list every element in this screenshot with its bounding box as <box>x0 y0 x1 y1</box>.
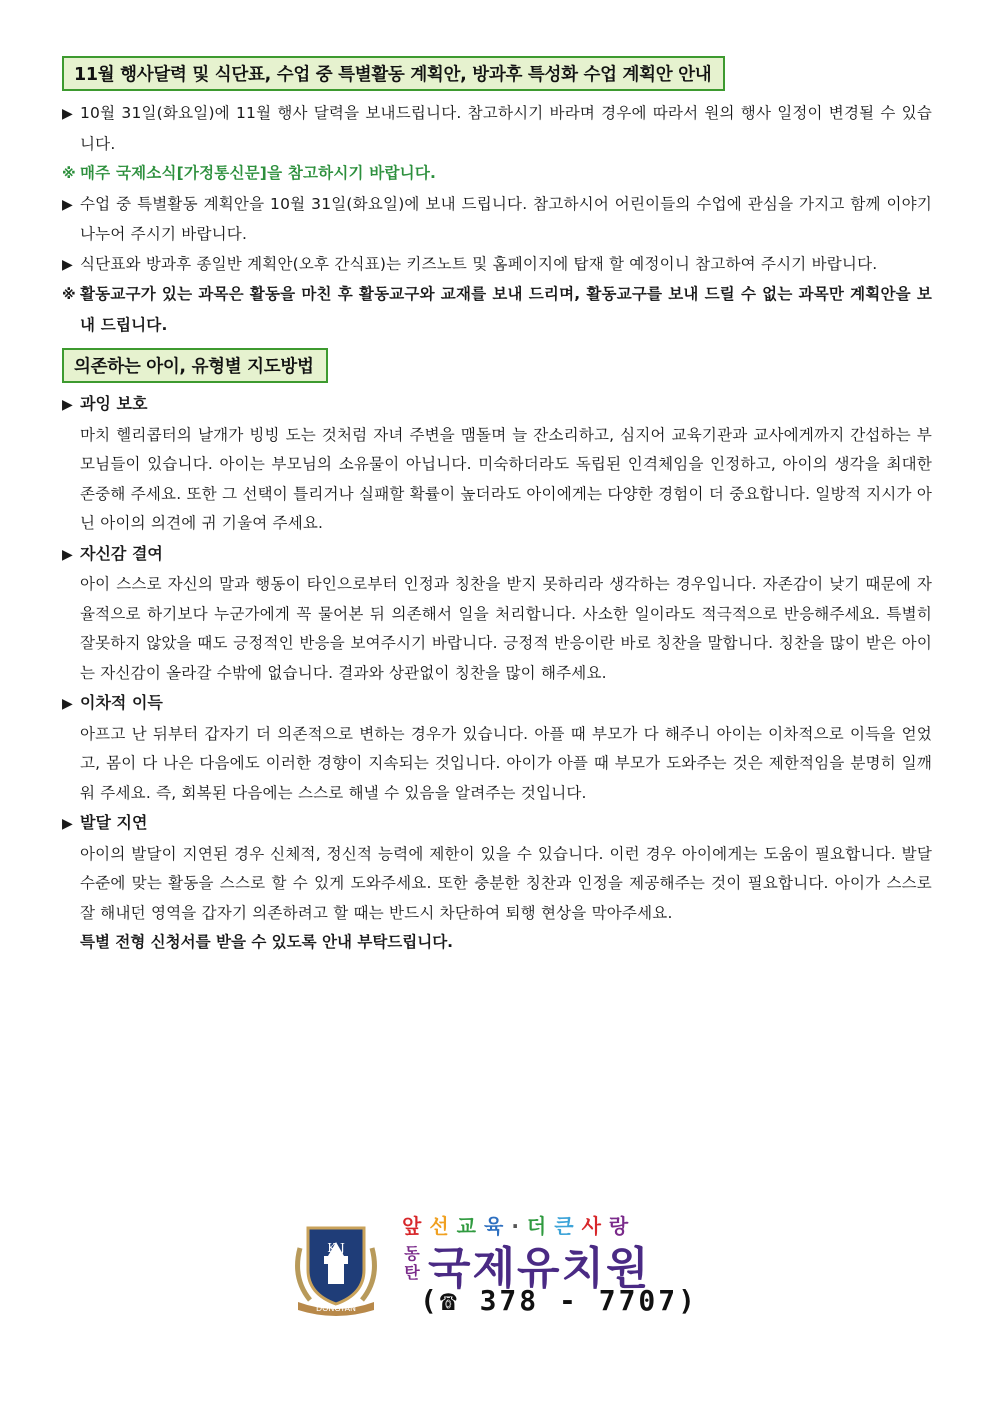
slogan-char: 더 <box>526 1214 555 1238</box>
notice-text: 활동교구가 있는 과목은 활동을 마친 후 활동교구와 교재를 보내 드리며, 활동교구를 보내 드릴 수 없는 과목만 계획안을 보내 드립니다. <box>80 285 932 334</box>
topic-body: 아프고 난 뒤부터 갑자기 더 의존적으로 변하는 경우가 있습니다. 아플 때 부모가 다 해주니 아이는 이차적으로 이득을 얻었고, 몸이 다 나은 다음에도 이러한 경향이 지속되는 것입니다. 아이가 아플 때 부모가 도와주는 것은 제한적임을 분명히 일깨워 주세요. 즉, 회복된 다음에는 스스로 해낼 수 있음을 알려주는 것입니다. <box>80 724 932 802</box>
school-name: 국제유치원 <box>428 1243 651 1294</box>
arrow-bullet-icon: ▶ <box>62 196 73 213</box>
arrow-bullet-icon: ▶ <box>62 256 73 273</box>
arrow-bullet-icon: ▶ <box>62 696 73 712</box>
topic-heading-text: 이차적 이득 <box>80 693 163 712</box>
topic-heading <box>62 539 932 571</box>
slogan-char: 큰 <box>554 1214 582 1238</box>
reference-mark-icon: ※ <box>62 166 76 182</box>
slogan-char: 선 <box>429 1214 457 1238</box>
slogan-char: 랑 <box>608 1214 637 1238</box>
notice-text: 식단표와 방과후 종일반 계획안(오후 간식표)는 키즈노트 및 홈페이지에 탑재 할 예정이니 참고하여 주시기 바랍니다. <box>80 254 878 273</box>
notice-list <box>62 99 932 340</box>
topic-heading <box>62 389 932 421</box>
topic-secondary-gain <box>62 688 932 808</box>
kindergarten-logo <box>290 1210 710 1320</box>
topic-list <box>62 389 932 958</box>
reference-mark-icon: ※ <box>62 287 76 303</box>
notice-item <box>62 99 932 159</box>
topic-body: 아이 스스로 자신의 말과 행동이 타인으로부터 인정과 칭찬을 받지 못하리라 생각하는 경우입니다. 자존감이 낮기 때문에 자율적으로 하기보다 누군가에게 꼭 물어본 뒤 의존해서 일을 처리합니다. 사소한 일이라도 적극적으로 반응해주세요. 특별히 잘못하지 않았을 때도 긍정적인 반응을 보여주시기 바랍니다. 긍정적 반응이란 바로 칭찬을 말합니다. 칭찬을 많이 받은 아이는 자신감이 올라갈 수밖에 없습니다. 결과와 상관없이 칭찬을 많이 해주세요. <box>80 575 932 682</box>
topic-overprotection <box>62 389 932 539</box>
slogan-char: 육 <box>483 1214 512 1238</box>
slogan-char: 교 <box>456 1214 484 1238</box>
castle-crest-icon <box>290 1218 382 1318</box>
slogan-char: 앞 <box>402 1214 430 1238</box>
district-label <box>400 1244 424 1282</box>
newsletter-page <box>62 56 932 958</box>
topic-body: 마치 헬리콥터의 날개가 빙빙 도는 것처럼 자녀 주변을 맴돌며 늘 잔소리하고, 심지어 교육기관과 교사에게까지 간섭하는 부모님들이 있습니다. 아이는 부모님의 소유물이 아닙니다. 미숙하더라도 독립된 인격체임을 인정하고, 아이의 생각을 최대한 존중해 주세요. 또한 그 선택이 틀리거나 실패할 확률이 높더라도 아이에게는 다양한 경험이 더 중요합니다. 일방적 지시가 아닌 아이의 의견에 귀 기울여 주세요. <box>80 425 932 532</box>
topic-lack-of-confidence <box>62 539 932 689</box>
topic-heading-text: 자신감 결여 <box>80 543 163 563</box>
notice-item-highlight <box>62 159 932 190</box>
topic-body: 아이의 발달이 지연된 경우 신체적, 정신적 능력에 제한이 있을 수 있습니다. 이런 경우 아이에게는 도움이 필요합니다. 발달 수준에 맞는 활동을 스스로 할 수 있게 도와주세요. 또한 충분한 칭찬과 인정을 제공해주는 것이 필요합니다. 아이가 스스로 잘 해내던 영역을 갑자기 의존하려고 할 때는 반드시 차단하여 퇴행 현상을 막아주세요. <box>80 844 932 922</box>
emblem-letters: K J <box>327 1241 345 1255</box>
topic-heading <box>62 688 932 720</box>
topic-heading-text: 발달 지연 <box>80 813 148 832</box>
section-title-monthly-notice: 11월 행사달력 및 식단표, 수업 중 특별활동 계획안, 방과후 특성화 수업 계획안 안내 <box>62 56 725 91</box>
arrow-bullet-icon: ▶ <box>62 546 73 563</box>
notice-text: 10월 31일(화요일)에 11월 행사 달력을 보내드립니다. 참고하시기 바라며 경우에 따라서 원의 행사 일정이 변경될 수 있습니다. <box>80 104 932 153</box>
topic-developmental-delay <box>62 808 932 928</box>
topic-heading <box>62 808 932 840</box>
district-bottom: 탄 <box>404 1263 420 1282</box>
phone-number: (☎ 378 - 7707) <box>420 1284 699 1317</box>
arrow-bullet-icon: ▶ <box>62 106 73 122</box>
notice-item <box>62 190 932 250</box>
arrow-bullet-icon: ▶ <box>62 397 73 413</box>
slogan-char: 사 <box>581 1214 609 1238</box>
notice-item-bold <box>62 280 932 340</box>
section-title-dependent-child: 의존하는 아이, 유형별 지도방법 <box>62 348 328 383</box>
slogan-char: · <box>511 1214 527 1238</box>
notice-item <box>62 250 932 281</box>
arrow-bullet-icon: ▶ <box>62 816 73 832</box>
emblem-banner: DONGTAN <box>315 1304 357 1313</box>
closing-request: 특별 전형 신청서를 받을 수 있도록 안내 부탁드립니다. <box>80 933 454 951</box>
topic-heading-text: 과잉 보호 <box>80 394 148 413</box>
notice-text: 수업 중 특별활동 계획안을 10월 31일(화요일)에 보내 드립니다. 참고하시어 어린이들의 수업에 관심을 가지고 함께 이야기 나누어 주시기 바랍니다. <box>80 194 932 243</box>
district-top: 동 <box>404 1244 420 1263</box>
notice-text: 매주 국제소식[가정통신문]을 참고하시기 바랍니다. <box>80 164 437 182</box>
